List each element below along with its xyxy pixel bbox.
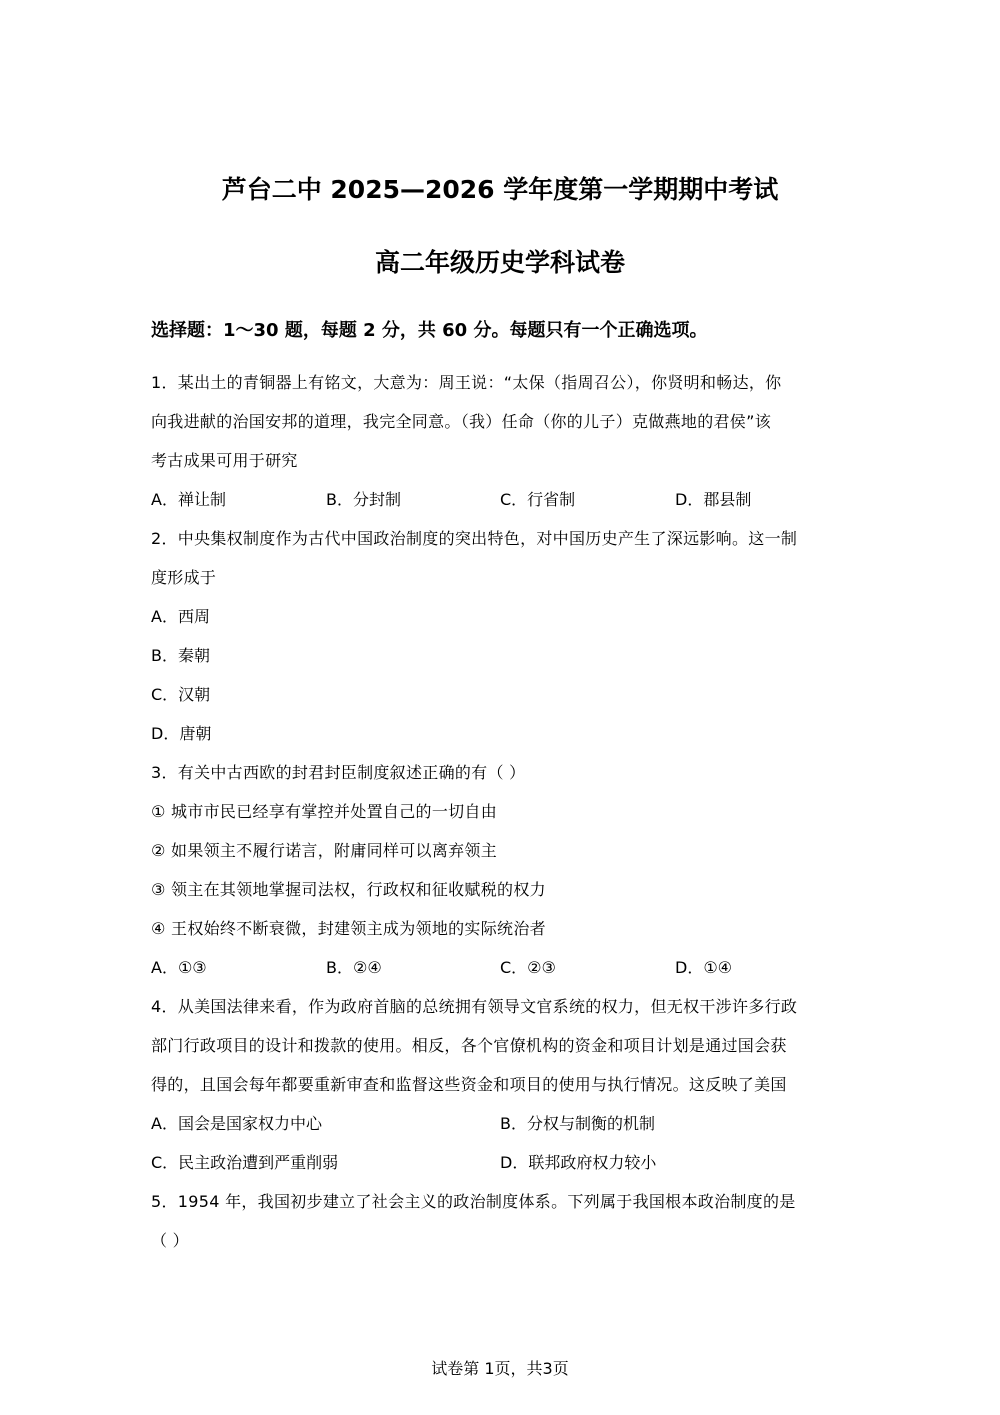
- page-footer: 试卷第 1页，共3页: [431, 1359, 569, 1378]
- q3-option-d: D．①④: [675, 958, 733, 977]
- q4-option-a: A．国会是国家权力中心: [151, 1114, 322, 1133]
- q2-option-d: D．唐朝: [151, 724, 212, 743]
- q3-option-c: C．②③: [500, 958, 556, 977]
- section-heading: 选择题：1～30 题，每题 2 分，共 60 分。每题只有一个正确选项。: [151, 320, 708, 341]
- q4-option-d: D．联邦政府权力较小: [500, 1153, 657, 1172]
- q5-line-2: （ ）: [151, 1231, 189, 1250]
- q1-option-b: B．分封制: [326, 490, 401, 509]
- q2-line-1: 2．中央集权制度作为古代中国政治制度的突出特色，对中国历史产生了深远影响。这一制: [151, 529, 798, 548]
- q4-line-3: 得的，且国会每年都要重新审查和监督这些资金和项目的使用与执行情况。这反映了美国: [151, 1075, 787, 1094]
- q4-line-2: 部门行政项目的设计和拨款的使用。相反，各个官僚机构的资金和项目计划是通过国会获: [151, 1036, 787, 1055]
- q4-option-c: C．民主政治遭到严重削弱: [151, 1153, 339, 1172]
- q3-statement-3: ③ 领主在其领地掌握司法权，行政权和征收赋税的权力: [151, 880, 546, 899]
- exam-subtitle: 高二年级历史学科试卷: [374, 248, 625, 277]
- q2-option-a: A．西周: [151, 607, 210, 626]
- q3-option-b: B．②④: [326, 958, 382, 977]
- q1-line-2: 向我进献的治国安邦的道理，我完全同意。（我）任命（你的儿子）克做燕地的君侯”该: [151, 412, 771, 431]
- q2-option-c: C．汉朝: [151, 685, 211, 704]
- q1-option-a: A．禅让制: [151, 490, 226, 509]
- q2-line-2: 度形成于: [151, 568, 217, 587]
- q3-line-1: 3．有关中古西欧的封君封臣制度叙述正确的有（ ）: [151, 763, 526, 782]
- q2-option-b: B．秦朝: [151, 646, 210, 665]
- q3-statement-2: ② 如果领主不履行诺言，附庸同样可以离弃领主: [151, 841, 498, 860]
- q5-line-1: 5．1954 年，我国初步建立了社会主义的政治制度体系。下列属于我国根本政治制度的是: [151, 1192, 796, 1211]
- q4-option-b: B．分权与制衡的机制: [500, 1114, 655, 1133]
- q1-option-c: C．行省制: [500, 490, 576, 509]
- q1-option-d: D．郡县制: [675, 490, 752, 509]
- exam-title: 芦台二中 2025—2026 学年度第一学期期中考试: [221, 175, 779, 204]
- q3-statement-1: ① 城市市民已经享有掌控并处置自己的一切自由: [151, 802, 498, 821]
- q1-line-3: 考古成果可用于研究: [151, 451, 298, 470]
- q4-line-1: 4．从美国法律来看，作为政府首脑的总统拥有领导文官系统的权力，但无权干涉许多行政: [151, 997, 798, 1016]
- q3-option-a: A．①③: [151, 958, 207, 977]
- q3-statement-4: ④ 王权始终不断衰微，封建领主成为领地的实际统治者: [151, 919, 546, 938]
- q1-line-1: 1．某出土的青铜器上有铭文，大意为：周王说：“太保（指周召公），你贤明和畅达，你: [151, 373, 782, 392]
